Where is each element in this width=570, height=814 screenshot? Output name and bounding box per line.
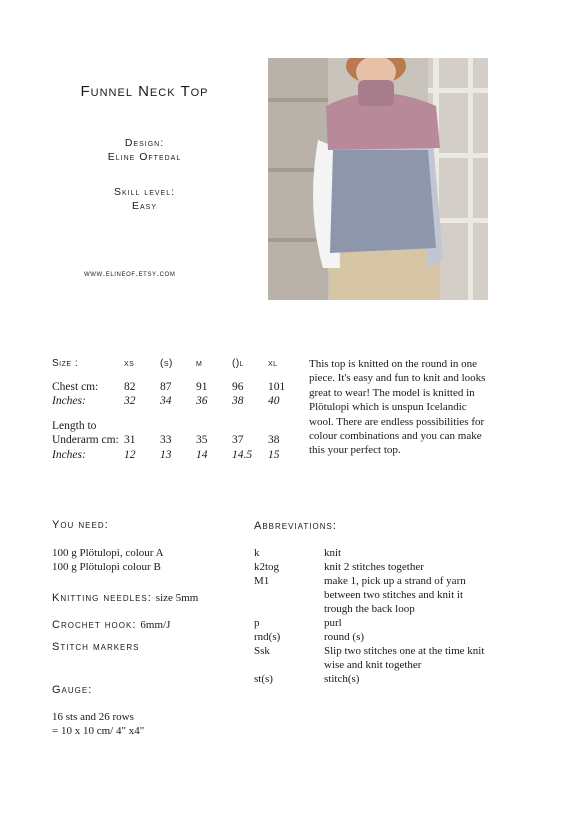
chest-inch-value: 32 bbox=[124, 395, 136, 407]
size-m: m bbox=[196, 358, 203, 369]
abbr-row bbox=[254, 616, 494, 630]
length-value: 37 bbox=[232, 434, 244, 446]
design-label: Design: bbox=[124, 137, 165, 149]
abbr-key: k2tog bbox=[254, 561, 280, 573]
length-inch-value: 14.5 bbox=[232, 448, 253, 461]
chest-inches-row bbox=[52, 395, 298, 410]
pattern-title: Funnel Neck Top bbox=[80, 83, 209, 100]
length-inch-value: 14 bbox=[196, 448, 208, 461]
abbreviations-table bbox=[254, 546, 494, 686]
chest-inch-value: 34 bbox=[160, 395, 172, 407]
gauge-line-1: 16 sts and 26 rows bbox=[52, 711, 134, 723]
size-header-row bbox=[52, 358, 298, 373]
yarn-a: 100 g Plötulopi, colour A bbox=[52, 547, 164, 559]
needles-label: Knitting needles: bbox=[52, 592, 152, 604]
skill-value: Easy bbox=[131, 200, 157, 212]
chest-value: 101 bbox=[268, 380, 286, 393]
inches-label: Inches: bbox=[52, 395, 86, 407]
size-table bbox=[52, 358, 298, 463]
size-xs: xs bbox=[124, 358, 135, 369]
gauge-line-2: = 10 x 10 cm/ 4" x4" bbox=[52, 725, 145, 737]
abbr-row bbox=[254, 560, 494, 574]
needles-line bbox=[52, 588, 198, 606]
length-inch-value: 15 bbox=[268, 448, 280, 461]
abbr-value: purl bbox=[324, 617, 342, 629]
length-row bbox=[52, 434, 298, 449]
abbr-row bbox=[254, 546, 494, 560]
shop-url[interactable]: www.elineof.etsy.com bbox=[84, 268, 176, 278]
stitch-markers: Stitch markers bbox=[52, 641, 140, 653]
abbr-value: knit bbox=[324, 547, 342, 559]
abbr-key: st(s) bbox=[254, 673, 273, 685]
abbr-key: p bbox=[254, 617, 260, 629]
length-inch-value: 12 bbox=[124, 448, 136, 461]
abbr-key: Ssk bbox=[254, 645, 270, 657]
abbr-row bbox=[254, 630, 494, 644]
intro-paragraph: This top is knitted on the round in one piece. It's easy and fun to knit and looks great to wear! The model is knitted in Plötulopi which is unspun Icelandic wool. There are endless possibilities for colour combinations and you can make this your perfect top. bbox=[309, 358, 486, 457]
chest-value: 91 bbox=[196, 380, 208, 393]
size-xl: xl bbox=[268, 358, 278, 369]
chest-label: Chest cm: bbox=[52, 380, 99, 393]
length-value: 35 bbox=[196, 434, 208, 446]
length-value: 31 bbox=[124, 434, 136, 446]
model-photo bbox=[268, 58, 488, 300]
abbr-key: M1 bbox=[254, 575, 270, 587]
length-label: Length to bbox=[52, 419, 97, 432]
size-label: Size : bbox=[52, 358, 79, 369]
inches-label: Inches: bbox=[52, 448, 86, 461]
abbr-row bbox=[254, 644, 494, 672]
size-l: ()l bbox=[232, 358, 245, 369]
chest-inch-value: 38 bbox=[232, 395, 244, 407]
abbr-value: stitch(s) bbox=[324, 673, 360, 685]
length-inches-row bbox=[52, 449, 298, 464]
chest-row bbox=[52, 381, 298, 396]
yarn-b: 100 g Plötulopi colour B bbox=[52, 561, 161, 573]
chest-value: 96 bbox=[232, 380, 244, 393]
abbr-key: rnd(s) bbox=[254, 631, 281, 643]
abbr-row bbox=[254, 672, 494, 686]
chest-value: 82 bbox=[124, 380, 136, 393]
abbr-value: make 1, pick up a strand of yarn between two stitches and knit it trough the back loop bbox=[324, 575, 466, 615]
length-value: 38 bbox=[268, 434, 280, 446]
size-s: (s) bbox=[160, 358, 173, 369]
length-value: 33 bbox=[160, 434, 172, 446]
abbr-row bbox=[254, 574, 494, 616]
abbr-key: k bbox=[254, 547, 260, 559]
hook-label: Crochet hook: bbox=[52, 619, 137, 631]
you-need-heading: You need: bbox=[52, 519, 109, 531]
abbreviations-heading: Abbreviations: bbox=[254, 520, 337, 532]
hook-value: 6mm/J bbox=[140, 619, 171, 631]
needles-value: size 5mm bbox=[155, 592, 199, 604]
chest-inch-value: 36 bbox=[196, 395, 208, 407]
chest-value: 87 bbox=[160, 380, 172, 393]
length-inch-value: 13 bbox=[160, 448, 172, 461]
length-label-row bbox=[52, 420, 298, 435]
designer-name: Eline Oftedal bbox=[107, 151, 182, 163]
abbr-value: Slip two stitches one at the time knit wise and knit together bbox=[324, 645, 485, 671]
hook-line bbox=[52, 615, 170, 633]
abbr-value: round (s) bbox=[324, 631, 365, 643]
gauge-heading: Gauge: bbox=[52, 684, 93, 696]
abbr-value: knit 2 stitches together bbox=[324, 561, 424, 573]
chest-inch-value: 40 bbox=[268, 395, 280, 407]
skill-label: Skill level: bbox=[113, 186, 176, 198]
underarm-label: Underarm cm: bbox=[52, 434, 119, 446]
